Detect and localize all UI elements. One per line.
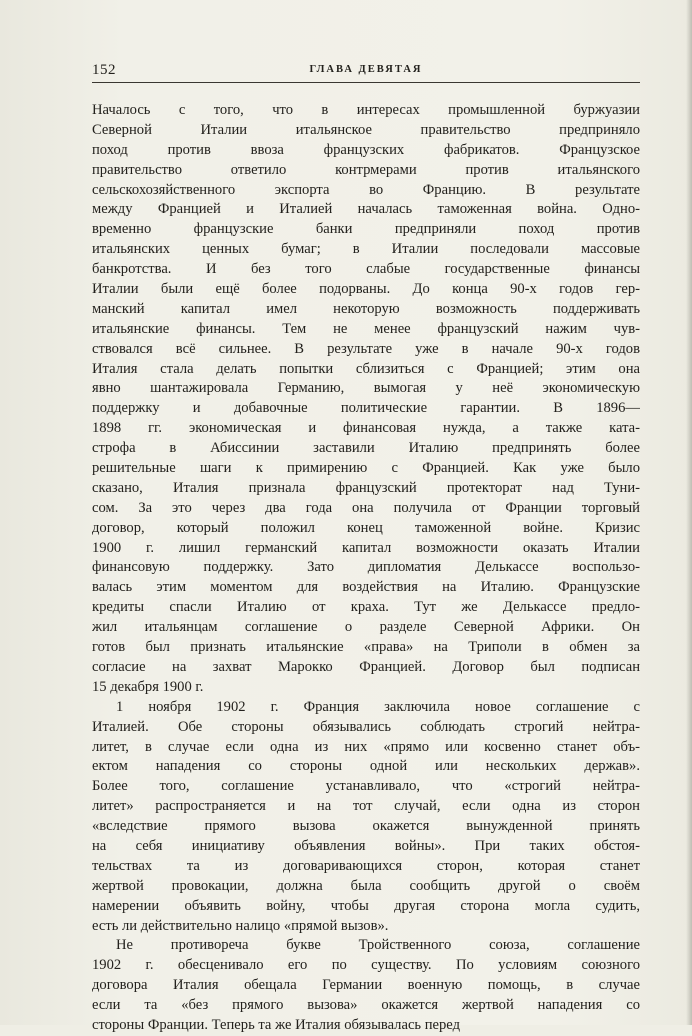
text-line: кредиты спасли Италию от краха. Тут же Делькассе предло- bbox=[92, 599, 640, 616]
text-line: 1 ноября 1902 г. Франция заключила новое соглашение с bbox=[116, 698, 640, 715]
text-line: Италии были ещё более подорваны. До конца 90-х годов гер- bbox=[92, 281, 640, 298]
text-line: тельствах та из договаривающихся сторон, которая станет bbox=[92, 857, 640, 874]
text-line: 1900 г. лишил германский капитал возможности оказать Италии bbox=[92, 539, 640, 556]
text-line: сом. За это через два года она получила от Франции торговый bbox=[92, 499, 640, 516]
text-line: решительные шаги к примирению с Францией. Как уже было bbox=[92, 460, 640, 477]
text-line: договор, который положил конец таможенной войне. Кризис bbox=[92, 519, 640, 536]
text-line: сельскохозяйственного экспорта во Францию. В результате bbox=[92, 181, 640, 198]
text-line: итальянские финансы. Тем не менее французский нажим чув- bbox=[92, 320, 640, 337]
text-line: литет, в случае если одна из них «прямо или косвенно станет объ- bbox=[92, 738, 640, 755]
text-line: согласие на захват Марокко Францией. Договор был подписан bbox=[92, 658, 640, 675]
text-line: поддержку и добавочные политические гарантии. В 1896— bbox=[92, 400, 640, 417]
text-line: ствовался всё сильнее. В результате уже в начале 90-х годов bbox=[92, 340, 640, 357]
text-line: Не противореча букве Тройственного союза, соглашение bbox=[116, 937, 640, 954]
text-line: намерении объявить войну, чтобы другая сторона могла судить, bbox=[92, 897, 640, 914]
text-line: манский капитал имел некоторую возможность поддерживать bbox=[92, 300, 640, 317]
text-line: «вследствие прямого вызова окажется вынужденной принять bbox=[92, 818, 640, 835]
text-line: если та «без прямого вызова» окажется жертвой нападения со bbox=[92, 997, 640, 1014]
text-line: 1902 г. обесценивало его по существу. По условиям союзного bbox=[92, 957, 640, 974]
text-line: стороны Франции. Теперь та же Италия обязывалась перед bbox=[92, 1016, 461, 1033]
text-line: Началось с того, что в интересах промышленной буржуазии bbox=[92, 102, 640, 118]
body-text bbox=[92, 101, 640, 1036]
text-line: 15 декабря 1900 г. bbox=[92, 678, 204, 695]
text-line: Италией. Обе стороны обязывались соблюдать строгий нейтра- bbox=[92, 718, 640, 735]
text-line: поход против ввоза французских фабрикатов. Французское bbox=[92, 141, 640, 158]
text-line: литет» распространяется и на тот случай, если одна из сторон bbox=[92, 798, 640, 815]
text-line: временно французские банки предприняли поход против bbox=[92, 221, 640, 238]
text-line: сказано, Италия признала французский протекторат над Туни- bbox=[92, 479, 640, 496]
text-line: между Францией и Италией началась таможенная война. Одно- bbox=[92, 201, 640, 218]
text-line: Более того, соглашение устанавливало, что «строгий нейтра- bbox=[92, 778, 640, 795]
text-line: строфа в Абиссинии заставили Италию предпринять более bbox=[92, 440, 640, 457]
running-header bbox=[92, 58, 640, 83]
text-line: жертвой провокации, должна была сообщить другой о своём bbox=[92, 877, 640, 894]
text-line: явно шантажировала Германию, вымогая у неё экономическую bbox=[92, 380, 640, 397]
text-line: ектом нападения со стороны одной или нескольких держав». bbox=[92, 758, 640, 775]
text-line: договора Италия обещала Германии военную помощь, в случае bbox=[92, 977, 640, 994]
text-line: жил итальянцам соглашение о разделе Северной Африки. Он bbox=[92, 619, 640, 636]
page-number: 152 bbox=[92, 62, 116, 78]
text-line: правительство ответило контрмерами против итальянского bbox=[92, 161, 640, 178]
paragraph bbox=[92, 698, 640, 937]
page-spine-shadow bbox=[686, 0, 692, 1025]
text-line: на себя инициативу объявления войны». При таких обстоя- bbox=[92, 837, 640, 854]
text-line: финансовую поддержку. Зато дипломатия Делькассе воспользо- bbox=[92, 559, 640, 576]
paragraph bbox=[92, 936, 640, 1035]
text-line: валась этим моментом для воздействия на Италию. Французские bbox=[92, 579, 640, 596]
text-line: готов был признать итальянские «права» на Триполи в обмен за bbox=[92, 639, 640, 656]
text-line: банкротства. И без того слабые государственные финансы bbox=[92, 261, 640, 278]
paragraph bbox=[92, 101, 640, 698]
text-line: Италия стала делать попытки сблизиться с Францией; этим она bbox=[92, 360, 640, 377]
text-line: итальянских ценных бумаг; в Италии последовали массовые bbox=[92, 241, 640, 258]
chapter-title: ГЛАВА ДЕВЯТАЯ bbox=[309, 64, 423, 75]
text-line: есть ли действительно налицо «прямой вызов». bbox=[92, 917, 389, 934]
text-line: 1898 гг. экономическая и финансовая нужда, а также ката- bbox=[92, 420, 640, 437]
text-line: Северной Италии итальянское правительство предприняло bbox=[92, 121, 640, 138]
